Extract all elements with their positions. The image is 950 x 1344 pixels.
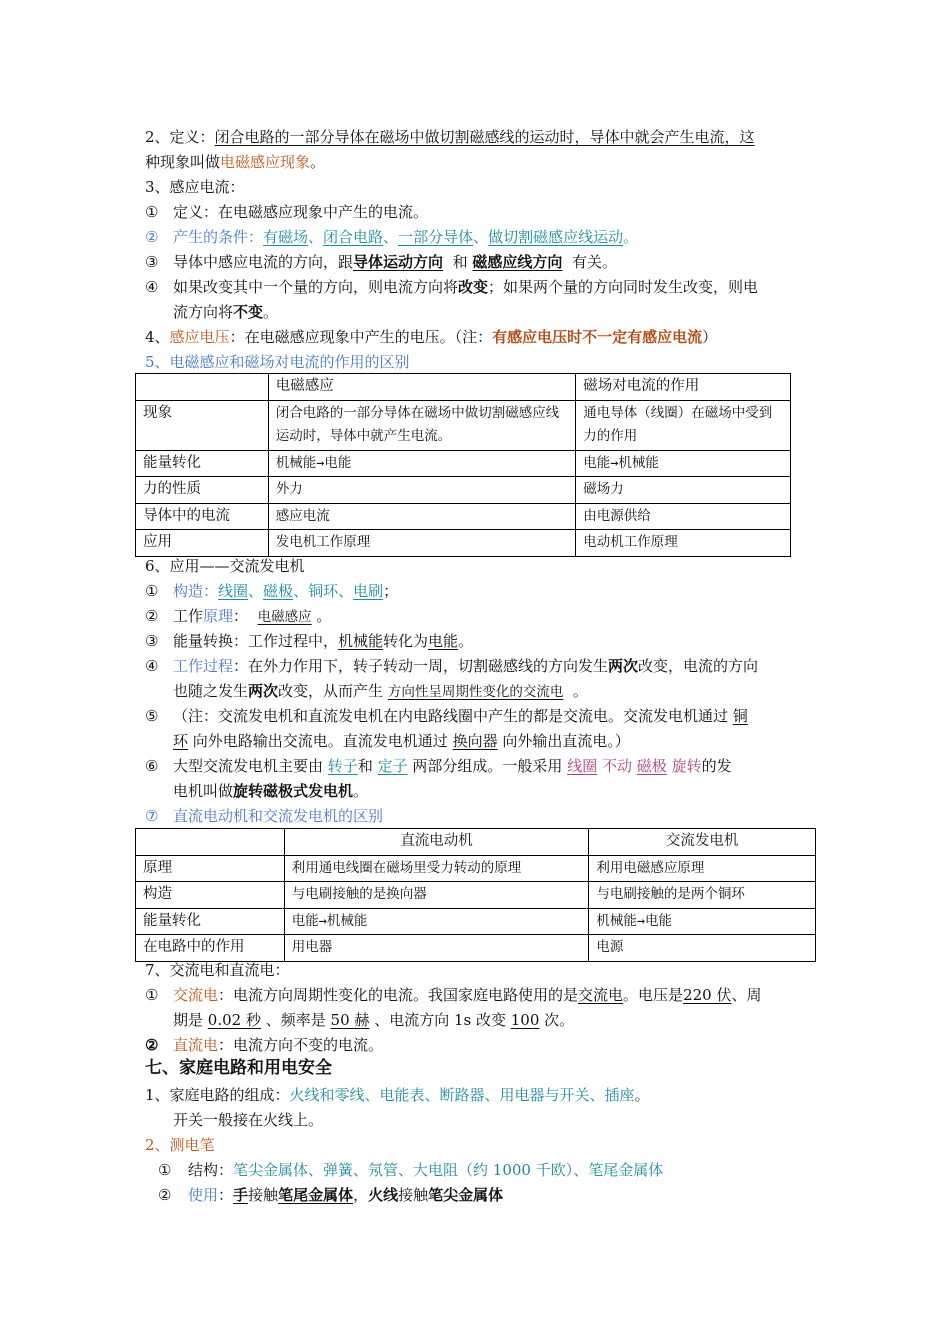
test-pen-usage: 使用：手接触笔尾金属体，火线接触笔尖金属体	[188, 1186, 504, 1204]
num-marker: ⑦	[145, 807, 159, 825]
def-prefix-2: 种现象叫做	[145, 153, 221, 171]
comparison-table-1	[135, 373, 791, 557]
table-header-row: 电磁感应 磁场对电流的作用	[136, 374, 791, 401]
large-generator-line-1: 大型交流发电机主要由 转子和 定子 两部分组成。一般采用 线圈 不动 磁极 旋转的发	[173, 757, 732, 775]
num-marker: ④	[145, 657, 159, 675]
generator-energy: 能量转换：工作过程中，机械能转化为电能。	[173, 632, 474, 650]
em-induction-term: 电磁感应现象	[220, 153, 311, 171]
generator-note-line-2: 环 向外电路输出交流电。直流发电机通过 换向器 向外输出直流电。）	[173, 732, 630, 750]
definition-line-2	[145, 152, 325, 172]
direction-change-line-1: 如果改变其中一个量的方向，则电流方向将改变；如果两个量的方向同时发生改变，则电	[173, 278, 759, 296]
dc-line: 直流电：电流方向不变的电流。	[173, 1036, 384, 1054]
switch-note: 开关一般接在火线上。	[173, 1111, 324, 1129]
num-marker: ⑤	[145, 707, 159, 725]
def-prefix: 2、定义：	[145, 128, 215, 146]
table-row: 力的性质 外力 磁场力	[136, 477, 791, 504]
generator-principle: 工作原理： 电磁感应 。	[173, 607, 332, 625]
table-row: 在电路中的作用 用电器 电源	[136, 935, 816, 962]
motor-generator-diff-title: 直流电动机和交流发电机的区别	[173, 807, 384, 825]
comparison-table-2	[135, 828, 816, 962]
generator-process-line-2: 也随之发生两次改变，从而产生 方向性呈周期性变化的交流电 。	[173, 682, 588, 700]
num-marker: ②	[145, 1036, 159, 1054]
definition-line-1	[145, 127, 755, 147]
table-row: 构造 与电刷接触的是换向器 与电刷接触的是两个铜环	[136, 882, 816, 909]
table-row: 原理 利用通电线圈在磁场里受力转动的原理 利用电磁感应原理	[136, 855, 816, 882]
ac-line-1: 交流电：电流方向周期性变化的电流。我国家庭电路使用的是交流电。电压是220 伏、周	[173, 986, 762, 1004]
num-marker: ①	[145, 986, 159, 1004]
induced-current-conditions: 产生的条件：有磁场、闭合电路、一部分导体、做切割磁感应线运动。	[173, 228, 639, 246]
induced-voltage-line: 4、感应电压：在电磁感应现象中产生的电压。（注：有感应电压时不一定有感应电流）	[145, 328, 718, 346]
table-row: 现象 闭合电路的一部分导体在磁场中做切割磁感应线运动时，导体中就产生电流。 通电导体（线圈）在磁场中受到力的作用	[136, 400, 791, 450]
generator-structure: 构造：线圈、磁极、铜环、电刷；	[173, 582, 399, 600]
num-marker: ③	[145, 253, 159, 271]
num-marker: ④	[145, 278, 159, 296]
chapter-heading: 七、家庭电路和用电安全	[145, 1058, 332, 1078]
ac-line-2: 期是 0.02 秒 、频率是 50 赫 、电流方向 1s 改变 100 次。	[173, 1011, 575, 1029]
section-3-title: 3、感应电流：	[145, 178, 245, 196]
generator-process-line-1: 工作过程：在外力作用下，转子转动一周，切割磁感线的方向发生两次改变，电流的方向	[173, 657, 759, 675]
num-marker: ①	[145, 203, 159, 221]
table-row: 能量转化 机械能→电能 电能→机械能	[136, 450, 791, 477]
direction-change-line-2: 流方向将不变。	[173, 303, 279, 321]
num-marker: ②	[158, 1186, 172, 1204]
test-pen-structure: 结构：笔尖金属体、弹簧、氖管、大电阻（约 1000 千欧）、笔尾金属体	[188, 1161, 664, 1179]
section-7-title: 7、交流电和直流电：	[145, 961, 290, 979]
section-5-title: 5、电磁感应和磁场对电流的作用的区别	[145, 353, 410, 371]
num-marker: ①	[145, 582, 159, 600]
induced-current-definition: 定义：在电磁感应现象中产生的电流。	[173, 203, 429, 221]
num-marker: ③	[145, 632, 159, 650]
section-6-title: 6、应用——交流发电机	[145, 557, 305, 575]
household-circuit-line: 1、家庭电路的组成：火线和零线、电能表、断路器、用电器与开关、插座。	[145, 1086, 650, 1104]
table-row: 应用 发电机工作原理 电动机工作原理	[136, 530, 791, 557]
large-generator-line-2: 电机叫做旋转磁极式发电机。	[173, 782, 369, 800]
induced-current-direction: 导体中感应电流的方向，跟导体运动方向 和 磁感应线方向 有关。	[173, 253, 617, 271]
num-marker: ⑥	[145, 757, 159, 775]
num-marker: ②	[145, 228, 159, 246]
num-marker: ①	[158, 1161, 172, 1179]
test-pen-title: 2、测电笔	[145, 1136, 215, 1154]
generator-note-line-1: （注：交流发电机和直流发电机在内电路线圈中产生的都是交流电。交流发电机通过 铜	[173, 707, 748, 725]
num-marker: ②	[145, 607, 159, 625]
table-row: 导体中的电流 感应电流 由电源供给	[136, 503, 791, 530]
table-row: 能量转化 电能→机械能 机械能→电能	[136, 908, 816, 935]
def-text: 闭合电路的一部分导体在磁场中做切割磁感线的运动时，导体中就会产生电流，这	[214, 128, 755, 146]
def-end: 。	[310, 153, 326, 171]
table-header-row: 直流电动机 交流发电机	[136, 829, 816, 856]
